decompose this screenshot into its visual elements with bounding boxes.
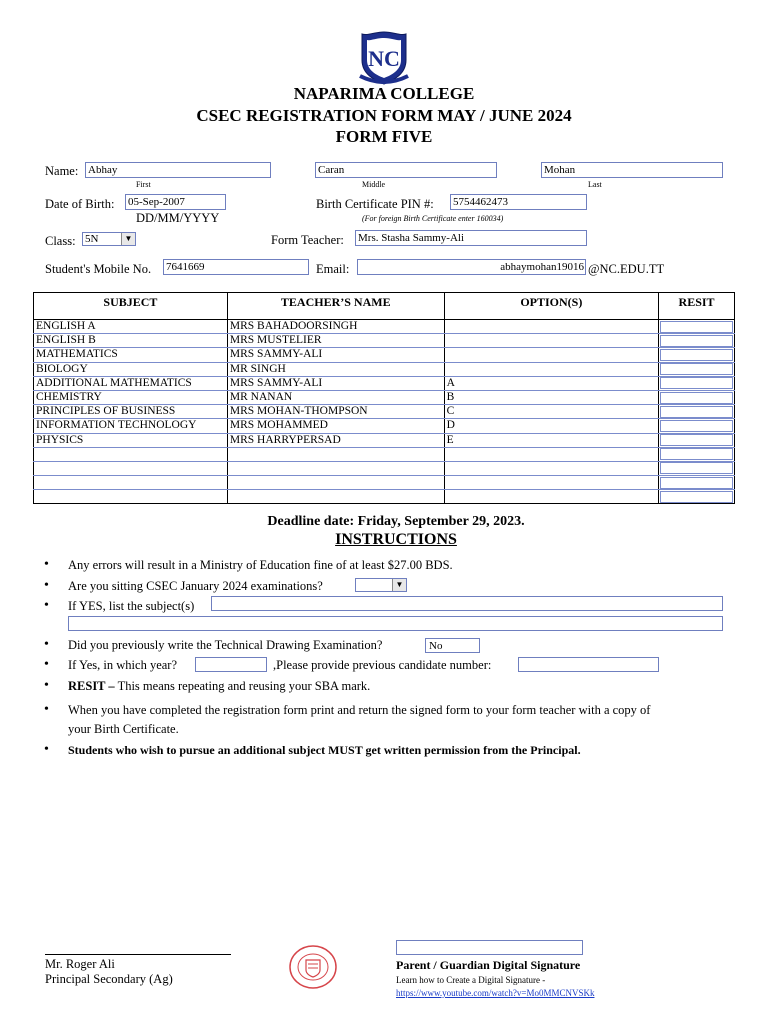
bullet: • [44, 702, 49, 717]
bullet: • [44, 678, 49, 693]
resit-cell [659, 362, 735, 376]
teacher-cell[interactable]: MR SINGH [227, 362, 444, 376]
teacher-cell[interactable] [227, 447, 444, 461]
teacher-cell[interactable]: MRS MUSTELIER [227, 334, 444, 348]
signature-tutorial-link[interactable]: https://www.youtube.com/watch?v=Mo0MMCNVSKk [396, 988, 595, 998]
option-cell[interactable] [444, 348, 658, 362]
option-cell[interactable]: E [444, 433, 658, 447]
year-field[interactable] [195, 657, 267, 672]
resit-cell [659, 476, 735, 490]
teacher-cell[interactable] [227, 476, 444, 490]
bullet: • [44, 578, 49, 593]
resit-checkbox[interactable] [660, 420, 733, 432]
table-row [34, 490, 735, 504]
form-level: FORM FIVE [335, 127, 433, 146]
table-row [34, 447, 735, 461]
option-cell[interactable] [444, 334, 658, 348]
teacher-cell[interactable]: MRS SAMMY-ALI [227, 348, 444, 362]
email-field[interactable]: abhaymohan19016 [357, 259, 586, 275]
option-cell[interactable] [444, 362, 658, 376]
subject-cell[interactable] [34, 490, 228, 504]
subjects-input-1[interactable] [211, 596, 723, 611]
college-name: NAPARIMA COLLEGE [293, 84, 475, 103]
table-row [34, 320, 735, 334]
subject-cell[interactable]: INFORMATION TECHNOLOGY [34, 419, 228, 433]
subject-cell[interactable] [34, 476, 228, 490]
middle-caption: Middle [362, 180, 386, 189]
errors-instruction: Any errors will result in a Ministry of Education fine of at least $27.00 BDS. [68, 558, 453, 572]
teacher-cell[interactable] [227, 461, 444, 475]
subject-cell[interactable]: PHYSICS [34, 433, 228, 447]
principal-name: Mr. Roger Ali [45, 957, 115, 971]
resit-checkbox[interactable] [660, 477, 733, 489]
college-seal-stamp [288, 944, 338, 990]
teacher-header: TEACHER’S NAME [227, 293, 444, 320]
resit-checkbox[interactable] [660, 335, 733, 347]
instructions-title: INSTRUCTIONS [335, 531, 457, 548]
resit-checkbox[interactable] [660, 462, 733, 474]
chevron-down-icon[interactable]: ▼ [121, 233, 135, 245]
option-cell[interactable] [444, 447, 658, 461]
bullet: • [44, 742, 49, 757]
january-select[interactable] [355, 578, 407, 592]
resit-checkbox[interactable] [660, 392, 733, 404]
form-teacher-field[interactable]: Mrs. Stasha Sammy-Ali [355, 230, 587, 246]
subject-cell[interactable] [34, 461, 228, 475]
last-caption: Last [588, 180, 602, 189]
resit-checkbox[interactable] [660, 491, 733, 503]
resit-checkbox[interactable] [660, 363, 733, 375]
resit-cell [659, 419, 735, 433]
parent-signature-field[interactable] [396, 940, 583, 955]
technical-drawing-field[interactable]: No [425, 638, 480, 653]
first-name-field[interactable]: Abhay [85, 162, 271, 178]
option-cell[interactable] [444, 490, 658, 504]
teacher-cell[interactable]: MR NANAN [227, 390, 444, 404]
table-row [34, 433, 735, 447]
option-cell[interactable] [444, 461, 658, 475]
email-label: Email: [316, 262, 350, 276]
teacher-cell[interactable]: MRS HARRYPERSAD [227, 433, 444, 447]
resit-bold: RESIT – [68, 679, 115, 693]
table-row [34, 376, 735, 390]
resit-cell [659, 405, 735, 419]
class-label: Class: [45, 234, 76, 248]
resit-cell [659, 320, 735, 334]
teacher-cell[interactable] [227, 490, 444, 504]
resit-text: This means repeating and reusing your SBA mark. [114, 679, 371, 693]
bullet: • [44, 657, 49, 672]
signature-label: Parent / Guardian Digital Signature [396, 958, 581, 972]
table-row [34, 476, 735, 490]
resit-cell [659, 447, 735, 461]
table-row [34, 362, 735, 376]
teacher-cell[interactable]: MRS MOHAN-THOMPSON [227, 405, 444, 419]
resit-header: RESIT [659, 293, 735, 320]
form-teacher-label: Form Teacher: [271, 233, 344, 247]
option-cell[interactable]: D [444, 419, 658, 433]
dob-label: Date of Birth: [45, 197, 115, 211]
subject-cell[interactable]: ENGLISH B [34, 334, 228, 348]
subjects-input-2[interactable] [68, 616, 723, 631]
january-question: Are you sitting CSEC January 2024 examinations? [68, 579, 323, 593]
resit-checkbox[interactable] [660, 448, 733, 460]
resit-cell [659, 390, 735, 404]
subject-cell[interactable] [34, 447, 228, 461]
chevron-down-icon[interactable]: ▼ [392, 579, 406, 591]
resit-cell [659, 348, 735, 362]
dob-field[interactable]: 05-Sep-2007 [125, 194, 226, 210]
table-row [34, 348, 735, 362]
option-cell[interactable]: B [444, 390, 658, 404]
option-cell[interactable]: C [444, 405, 658, 419]
bullet: • [44, 637, 49, 652]
subject-header: SUBJECT [34, 293, 228, 320]
college-crest-logo [354, 30, 414, 86]
middle-name-field[interactable]: Caran [315, 162, 497, 178]
subject-cell[interactable]: ENGLISH A [34, 320, 228, 334]
first-caption: First [136, 180, 151, 189]
resit-checkbox[interactable] [660, 349, 733, 361]
signature-help-text: Learn how to Create a Digital Signature - [396, 975, 546, 985]
resit-cell [659, 334, 735, 348]
table-row [34, 461, 735, 475]
mobile-label: Student's Mobile No. [45, 262, 152, 276]
resit-checkbox[interactable] [660, 406, 733, 418]
options-header: OPTION(S) [444, 293, 658, 320]
subjects-table [33, 292, 735, 504]
resit-cell [659, 490, 735, 504]
last-name-field[interactable]: Mohan [541, 162, 723, 178]
teacher-cell[interactable]: MRS SAMMY-ALI [227, 376, 444, 390]
completed-instruction-line1: When you have completed the registration form print and return the signed form to your form teacher with a copy of [68, 703, 651, 717]
table-row [34, 390, 735, 404]
candidate-number-label: ,Please provide previous candidate number: [273, 658, 492, 672]
subject-cell[interactable]: ADDITIONAL MATHEMATICS [34, 376, 228, 390]
class-select[interactable] [82, 232, 136, 246]
principal-title: Principal Secondary (Ag) [45, 972, 173, 986]
birth-cert-label: Birth Certificate PIN #: [316, 197, 434, 211]
class-value: 5N [85, 233, 99, 245]
table-row [34, 405, 735, 419]
subject-cell[interactable]: CHEMISTRY [34, 390, 228, 404]
teacher-cell[interactable]: MRS MOHAMMED [227, 419, 444, 433]
resit-checkbox[interactable] [660, 434, 733, 446]
teacher-cell[interactable]: MRS BAHADOORSINGH [227, 320, 444, 334]
principal-signature-line [45, 954, 231, 955]
table-row [34, 334, 735, 348]
deadline-text: Deadline date: Friday, September 29, 2023. [267, 514, 525, 529]
resit-instruction [68, 679, 370, 694]
bullet: • [44, 598, 49, 613]
resit-cell [659, 461, 735, 475]
option-cell[interactable] [444, 476, 658, 490]
resit-checkbox[interactable] [660, 321, 733, 333]
table-row [34, 419, 735, 433]
option-cell[interactable] [444, 320, 658, 334]
technical-drawing-question: Did you previously write the Technical Drawing Examination? [68, 638, 383, 652]
resit-cell [659, 433, 735, 447]
form-title: CSEC REGISTRATION FORM MAY / JUNE 2024 [196, 106, 572, 125]
mobile-field[interactable]: 7641669 [163, 259, 309, 275]
subject-cell[interactable]: MATHEMATICS [34, 348, 228, 362]
candidate-number-field[interactable] [518, 657, 659, 672]
birth-cert-note: (For foreign Birth Certificate enter 160034) [362, 214, 504, 223]
birth-cert-field[interactable]: 5754462473 [450, 194, 587, 210]
resit-checkbox[interactable] [660, 377, 733, 389]
if-yes-subjects-label: If YES, list the subject(s) [68, 599, 195, 613]
completed-instruction-line2: your Birth Certificate. [68, 722, 179, 736]
option-cell[interactable]: A [444, 376, 658, 390]
permission-instruction: Students who wish to pursue an additional subject MUST get written permission from the Principal. [68, 743, 581, 757]
bullet: • [44, 557, 49, 572]
table-header-row [34, 293, 735, 320]
svg-text:NC: NC [368, 46, 400, 71]
name-label: Name: [45, 164, 79, 178]
resit-cell [659, 376, 735, 390]
subject-cell[interactable]: BIOLOGY [34, 362, 228, 376]
which-year-label: If Yes, in which year? [68, 658, 178, 672]
subject-cell[interactable]: PRINCIPLES OF BUSINESS [34, 405, 228, 419]
dob-format: DD/MM/YYYY [136, 211, 220, 225]
email-domain: @NC.EDU.TT [588, 262, 665, 276]
